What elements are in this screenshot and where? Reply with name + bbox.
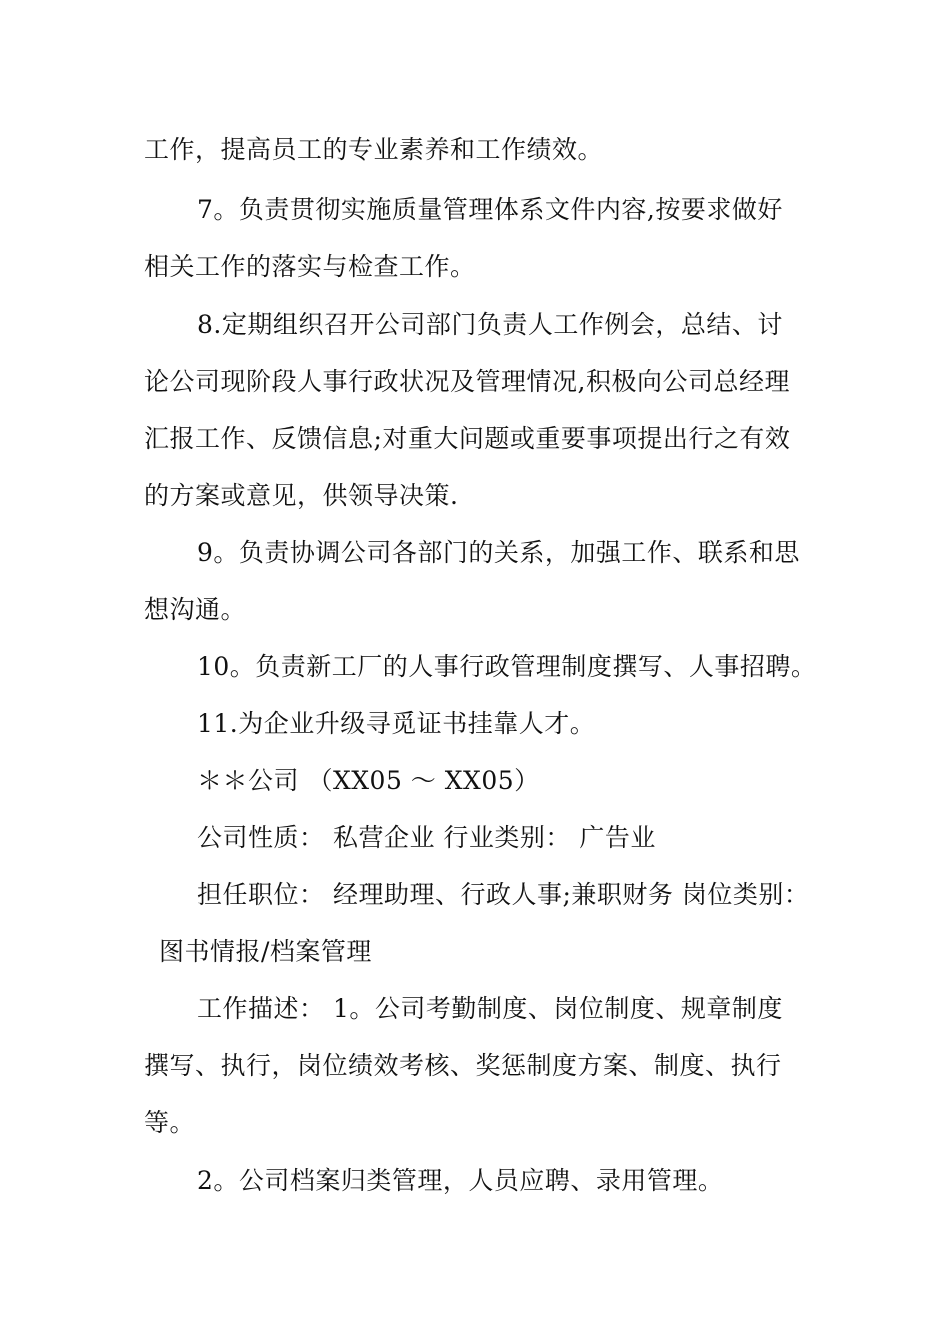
paragraph-line: 相关工作的落实与检查工作。 xyxy=(144,252,476,281)
company-nature-line: 公司性质： 私营企业 行业类别： 广告业 xyxy=(197,823,656,852)
paragraph-line: 撰写、执行，岗位绩效考核、奖惩制度方案、制度、执行 xyxy=(144,1051,782,1080)
paragraph-line: 10。负责新工厂的人事行政管理制度撰写、人事招聘。 xyxy=(197,652,817,681)
paragraph-line: 论公司现阶段人事行政状况及管理情况,积极向公司总经理 xyxy=(144,367,790,396)
position-line: 担任职位： 经理助理、行政人事;兼职财务 岗位类别： xyxy=(197,880,810,909)
paragraph-line: 8.定期组织召开公司部门负责人工作例会，总结、讨 xyxy=(197,310,783,339)
paragraph-line: 工作，提高员工的专业素养和工作绩效。 xyxy=(144,135,604,164)
position-category-line: 图书情报/档案管理 xyxy=(159,937,372,966)
company-heading: ＊＊公司 （XX05 ～ XX05） xyxy=(197,766,540,795)
paragraph-line: 9。负责协调公司各部门的关系，加强工作、联系和思 xyxy=(197,538,800,567)
job-description-line: 工作描述： 1。公司考勤制度、岗位制度、规章制度 xyxy=(197,994,783,1023)
paragraph-line: 2。公司档案归类管理，人员应聘、录用管理。 xyxy=(197,1166,724,1195)
paragraph-line: 11.为企业升级寻觅证书挂靠人才。 xyxy=(197,709,596,738)
paragraph-line: 的方案或意见，供领导决策. xyxy=(144,481,459,510)
paragraph-line: 等。 xyxy=(144,1108,196,1137)
paragraph-line: 7。负责贯彻实施质量管理体系文件内容,按要求做好 xyxy=(197,195,783,224)
paragraph-line: 想沟通。 xyxy=(144,595,247,624)
paragraph-line: 汇报工作、反馈信息;对重大问题或重要事项提出行之有效 xyxy=(144,424,791,453)
